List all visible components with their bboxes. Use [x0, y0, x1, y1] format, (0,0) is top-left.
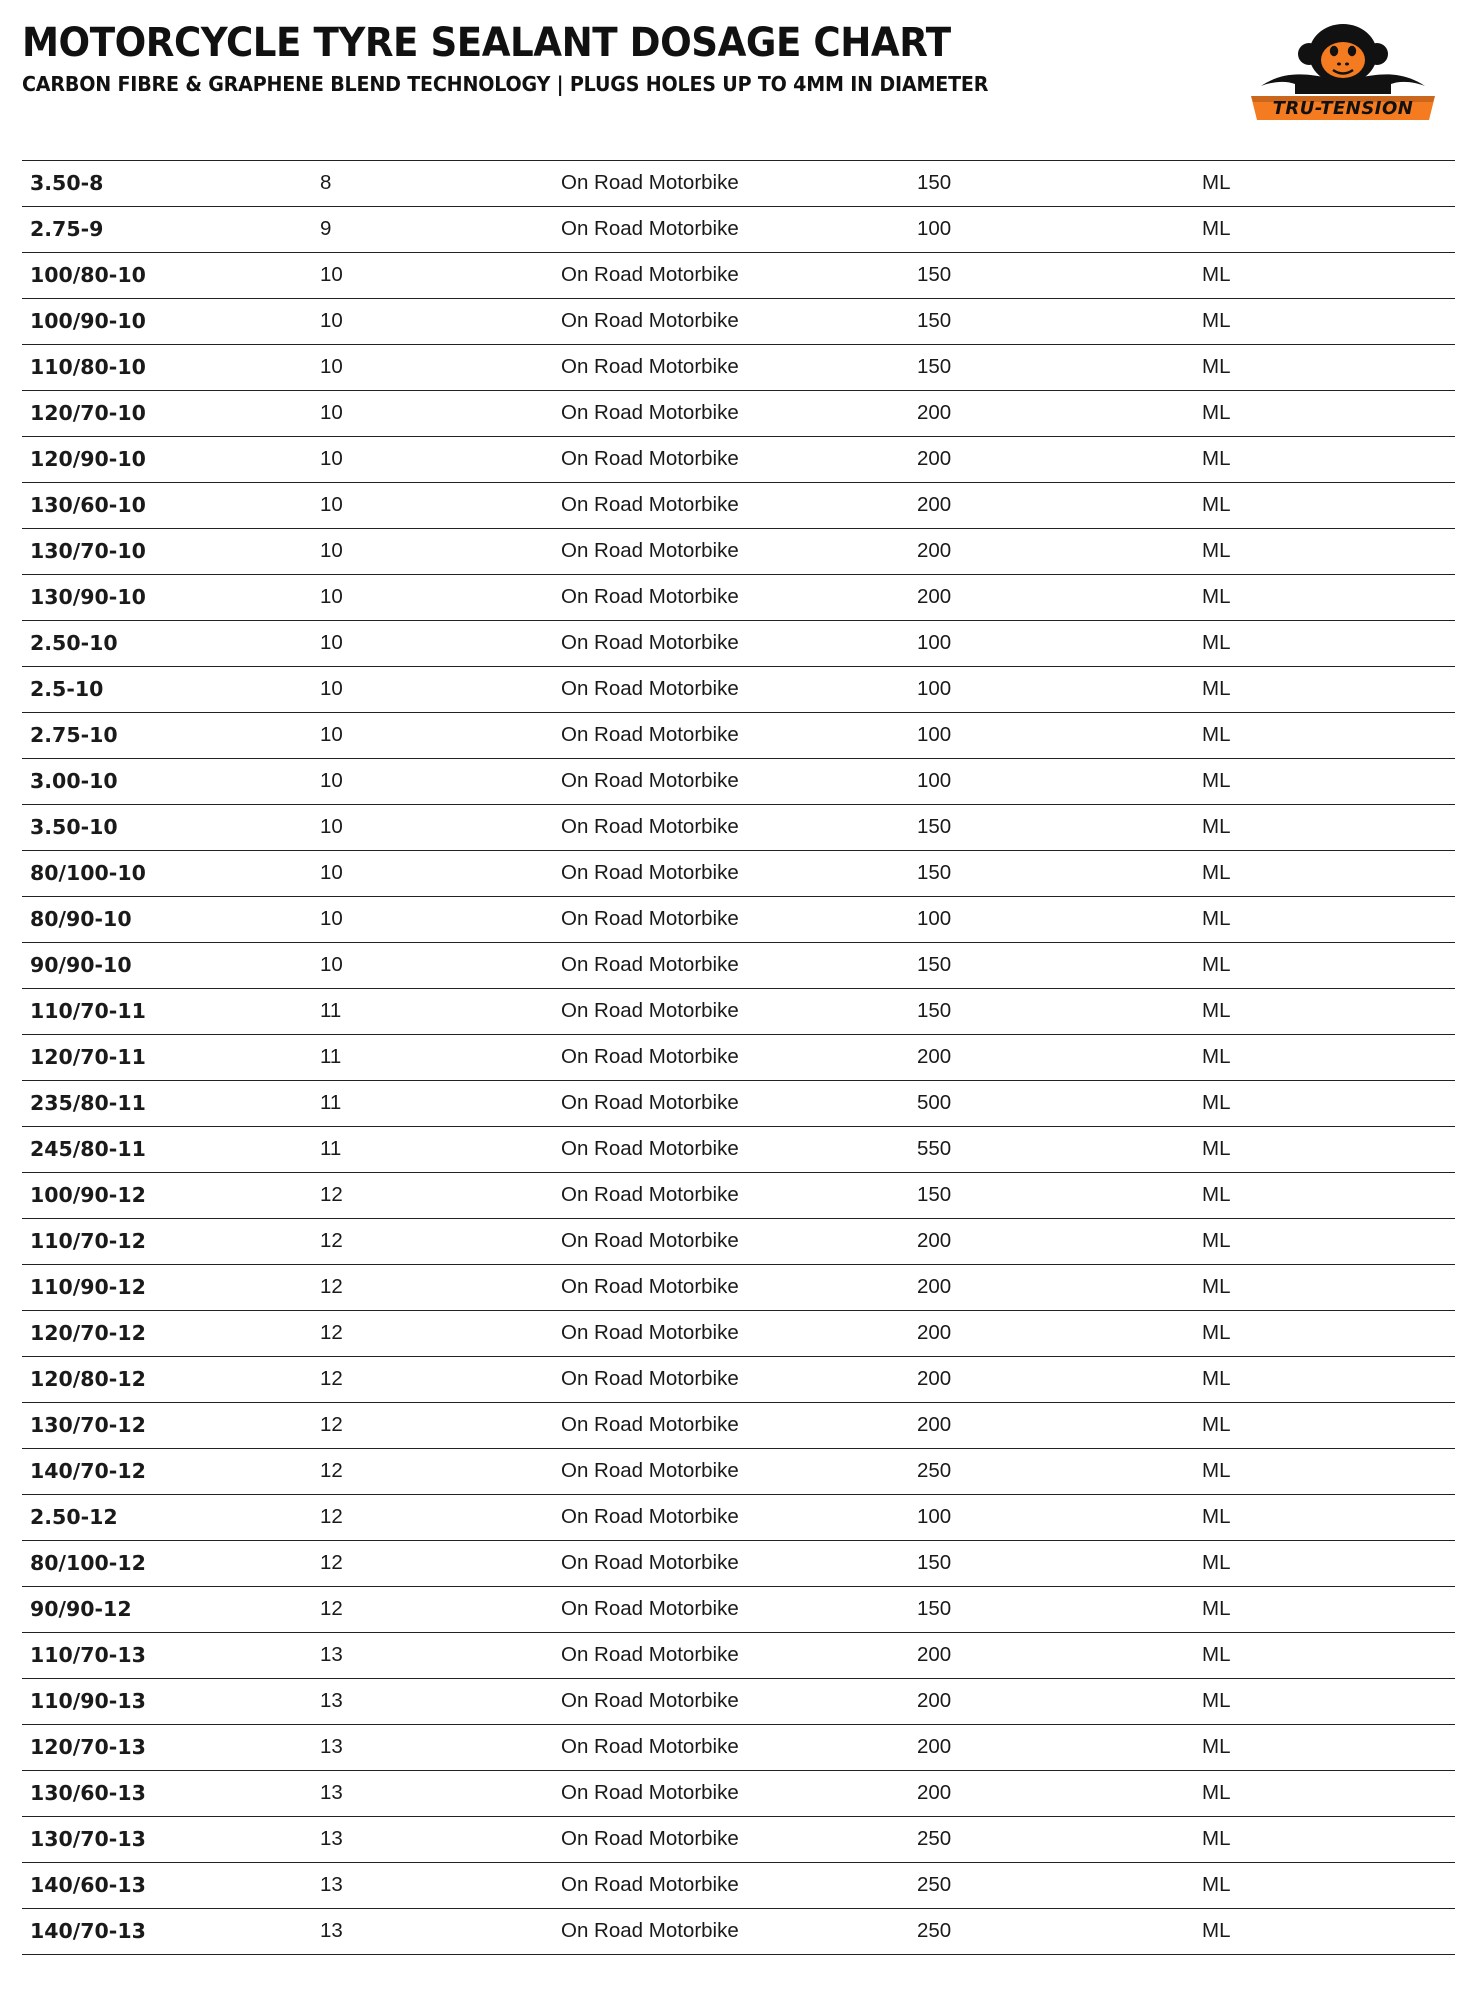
cell-unit: ML: [1194, 1725, 1455, 1771]
cell-dosage: 100: [909, 1495, 1194, 1541]
cell-rim-diameter: 10: [312, 391, 553, 437]
cell-dosage: 150: [909, 161, 1194, 207]
cell-rim-diameter: 11: [312, 1127, 553, 1173]
cell-vehicle-type: On Road Motorbike: [553, 943, 909, 989]
cell-unit: ML: [1194, 1633, 1455, 1679]
cell-unit: ML: [1194, 1817, 1455, 1863]
cell-unit: ML: [1194, 943, 1455, 989]
cell-unit: ML: [1194, 713, 1455, 759]
cell-rim-diameter: 12: [312, 1219, 553, 1265]
cell-unit: ML: [1194, 253, 1455, 299]
cell-rim-diameter: 10: [312, 713, 553, 759]
cell-tyre-size: 110/70-13: [22, 1633, 312, 1679]
cell-tyre-size: 3.50-10: [22, 805, 312, 851]
table-row: [22, 851, 1455, 897]
cell-rim-diameter: 10: [312, 437, 553, 483]
cell-vehicle-type: On Road Motorbike: [553, 391, 909, 437]
cell-tyre-size: 120/70-12: [22, 1311, 312, 1357]
cell-rim-diameter: 8: [312, 161, 553, 207]
cell-tyre-size: 110/90-13: [22, 1679, 312, 1725]
table-row: [22, 989, 1455, 1035]
cell-vehicle-type: On Road Motorbike: [553, 1173, 909, 1219]
cell-unit: ML: [1194, 1449, 1455, 1495]
cell-dosage: 200: [909, 437, 1194, 483]
cell-dosage: 250: [909, 1817, 1194, 1863]
cell-rim-diameter: 10: [312, 897, 553, 943]
table-row: [22, 1679, 1455, 1725]
table-row: [22, 253, 1455, 299]
cell-vehicle-type: On Road Motorbike: [553, 1449, 909, 1495]
cell-tyre-size: 2.5-10: [22, 667, 312, 713]
cell-vehicle-type: On Road Motorbike: [553, 759, 909, 805]
cell-vehicle-type: On Road Motorbike: [553, 253, 909, 299]
cell-unit: ML: [1194, 1403, 1455, 1449]
cell-tyre-size: 140/70-12: [22, 1449, 312, 1495]
cell-tyre-size: 130/70-13: [22, 1817, 312, 1863]
cell-vehicle-type: On Road Motorbike: [553, 1817, 909, 1863]
cell-vehicle-type: On Road Motorbike: [553, 1265, 909, 1311]
cell-unit: ML: [1194, 1587, 1455, 1633]
cell-dosage: 200: [909, 1265, 1194, 1311]
cell-dosage: 200: [909, 1311, 1194, 1357]
cell-dosage: 200: [909, 1357, 1194, 1403]
table-row: [22, 1311, 1455, 1357]
cell-tyre-size: 130/70-10: [22, 529, 312, 575]
cell-vehicle-type: On Road Motorbike: [553, 437, 909, 483]
cell-unit: ML: [1194, 621, 1455, 667]
table-row: [22, 805, 1455, 851]
table-row: [22, 575, 1455, 621]
cell-vehicle-type: On Road Motorbike: [553, 713, 909, 759]
cell-tyre-size: 80/100-10: [22, 851, 312, 897]
cell-unit: ML: [1194, 1219, 1455, 1265]
cell-dosage: 200: [909, 1403, 1194, 1449]
cell-dosage: 250: [909, 1863, 1194, 1909]
table-row: [22, 1771, 1455, 1817]
table-row: [22, 1173, 1455, 1219]
cell-vehicle-type: On Road Motorbike: [553, 851, 909, 897]
cell-unit: ML: [1194, 299, 1455, 345]
cell-rim-diameter: 11: [312, 989, 553, 1035]
cell-unit: ML: [1194, 1035, 1455, 1081]
cell-vehicle-type: On Road Motorbike: [553, 1771, 909, 1817]
cell-tyre-size: 120/70-10: [22, 391, 312, 437]
table-row: [22, 1081, 1455, 1127]
cell-tyre-size: 2.75-10: [22, 713, 312, 759]
cell-rim-diameter: 10: [312, 253, 553, 299]
cell-dosage: 100: [909, 207, 1194, 253]
cell-unit: ML: [1194, 483, 1455, 529]
cell-dosage: 100: [909, 759, 1194, 805]
cell-rim-diameter: 13: [312, 1771, 553, 1817]
cell-dosage: 200: [909, 529, 1194, 575]
cell-rim-diameter: 13: [312, 1633, 553, 1679]
cell-vehicle-type: On Road Motorbike: [553, 1679, 909, 1725]
table-row: [22, 1127, 1455, 1173]
cell-rim-diameter: 10: [312, 805, 553, 851]
cell-dosage: 100: [909, 713, 1194, 759]
page-subtitle: CARBON FIBRE & GRAPHENE BLEND TECHNOLOGY | PLUGS HOLES UP TO 4MM IN DIAMETER: [22, 72, 989, 96]
cell-rim-diameter: 11: [312, 1081, 553, 1127]
cell-tyre-size: 2.75-9: [22, 207, 312, 253]
cell-vehicle-type: On Road Motorbike: [553, 1541, 909, 1587]
cell-vehicle-type: On Road Motorbike: [553, 667, 909, 713]
cell-unit: ML: [1194, 437, 1455, 483]
cell-rim-diameter: 12: [312, 1357, 553, 1403]
table-row: [22, 759, 1455, 805]
cell-rim-diameter: 12: [312, 1449, 553, 1495]
cell-vehicle-type: On Road Motorbike: [553, 161, 909, 207]
cell-rim-diameter: 13: [312, 1817, 553, 1863]
cell-tyre-size: 120/70-13: [22, 1725, 312, 1771]
header-text-block: [22, 18, 1061, 96]
table-row: [22, 437, 1455, 483]
cell-tyre-size: 90/90-10: [22, 943, 312, 989]
cell-tyre-size: 235/80-11: [22, 1081, 312, 1127]
cell-rim-diameter: 10: [312, 943, 553, 989]
cell-dosage: 150: [909, 253, 1194, 299]
cell-dosage: 150: [909, 805, 1194, 851]
cell-unit: ML: [1194, 1863, 1455, 1909]
cell-dosage: 100: [909, 897, 1194, 943]
cell-rim-diameter: 12: [312, 1495, 553, 1541]
cell-unit: ML: [1194, 161, 1455, 207]
page-header: [22, 18, 1455, 148]
cell-dosage: 250: [909, 1909, 1194, 1955]
cell-tyre-size: 3.00-10: [22, 759, 312, 805]
cell-tyre-size: 140/70-13: [22, 1909, 312, 1955]
cell-tyre-size: 245/80-11: [22, 1127, 312, 1173]
cell-unit: ML: [1194, 989, 1455, 1035]
cell-dosage: 550: [909, 1127, 1194, 1173]
table-row: [22, 1909, 1455, 1955]
cell-rim-diameter: 13: [312, 1863, 553, 1909]
cell-unit: ML: [1194, 1909, 1455, 1955]
cell-rim-diameter: 12: [312, 1587, 553, 1633]
cell-tyre-size: 3.50-8: [22, 161, 312, 207]
cell-dosage: 200: [909, 1633, 1194, 1679]
dosage-table: [22, 160, 1455, 1955]
cell-vehicle-type: On Road Motorbike: [553, 1081, 909, 1127]
cell-rim-diameter: 10: [312, 575, 553, 621]
cell-tyre-size: 100/90-10: [22, 299, 312, 345]
cell-rim-diameter: 13: [312, 1725, 553, 1771]
dosage-table-body: [22, 161, 1455, 1955]
cell-tyre-size: 100/90-12: [22, 1173, 312, 1219]
cell-unit: ML: [1194, 1495, 1455, 1541]
cell-rim-diameter: 12: [312, 1403, 553, 1449]
cell-dosage: 200: [909, 1219, 1194, 1265]
cell-rim-diameter: 10: [312, 851, 553, 897]
cell-vehicle-type: On Road Motorbike: [553, 1863, 909, 1909]
table-row: [22, 161, 1455, 207]
table-row: [22, 1495, 1455, 1541]
cell-dosage: 250: [909, 1449, 1194, 1495]
cell-tyre-size: 120/80-12: [22, 1357, 312, 1403]
cell-rim-diameter: 13: [312, 1679, 553, 1725]
cell-rim-diameter: 10: [312, 345, 553, 391]
cell-tyre-size: 120/70-11: [22, 1035, 312, 1081]
cell-unit: ML: [1194, 1127, 1455, 1173]
cell-unit: ML: [1194, 1265, 1455, 1311]
cell-dosage: 200: [909, 391, 1194, 437]
cell-dosage: 500: [909, 1081, 1194, 1127]
cell-dosage: 200: [909, 575, 1194, 621]
cell-rim-diameter: 13: [312, 1909, 553, 1955]
table-row: [22, 1587, 1455, 1633]
table-row: [22, 1265, 1455, 1311]
cell-rim-diameter: 12: [312, 1265, 553, 1311]
table-row: [22, 1817, 1455, 1863]
cell-vehicle-type: On Road Motorbike: [553, 345, 909, 391]
table-row: [22, 1357, 1455, 1403]
cell-vehicle-type: On Road Motorbike: [553, 1127, 909, 1173]
cell-unit: ML: [1194, 851, 1455, 897]
cell-vehicle-type: On Road Motorbike: [553, 1311, 909, 1357]
table-row: [22, 1633, 1455, 1679]
cell-tyre-size: 130/60-13: [22, 1771, 312, 1817]
cell-dosage: 150: [909, 345, 1194, 391]
table-row: [22, 713, 1455, 759]
table-row: [22, 345, 1455, 391]
cell-vehicle-type: On Road Motorbike: [553, 1633, 909, 1679]
cell-vehicle-type: On Road Motorbike: [553, 805, 909, 851]
cell-unit: ML: [1194, 345, 1455, 391]
cell-vehicle-type: On Road Motorbike: [553, 483, 909, 529]
page-title: MOTORCYCLE TYRE SEALANT DOSAGE CHART: [22, 20, 951, 66]
cell-rim-diameter: 10: [312, 759, 553, 805]
cell-dosage: 200: [909, 1771, 1194, 1817]
table-row: [22, 1449, 1455, 1495]
table-row: [22, 1219, 1455, 1265]
cell-dosage: 150: [909, 989, 1194, 1035]
cell-vehicle-type: On Road Motorbike: [553, 1035, 909, 1081]
cell-tyre-size: 140/60-13: [22, 1863, 312, 1909]
cell-dosage: 150: [909, 1541, 1194, 1587]
cell-rim-diameter: 12: [312, 1173, 553, 1219]
cell-unit: ML: [1194, 207, 1455, 253]
table-row: [22, 1035, 1455, 1081]
table-row: [22, 483, 1455, 529]
cell-vehicle-type: On Road Motorbike: [553, 897, 909, 943]
cell-dosage: 150: [909, 1587, 1194, 1633]
cell-rim-diameter: 9: [312, 207, 553, 253]
cell-tyre-size: 110/90-12: [22, 1265, 312, 1311]
tru-tension-logo: [1245, 20, 1441, 132]
cell-vehicle-type: On Road Motorbike: [553, 299, 909, 345]
monkey-logo-icon: [1245, 20, 1441, 132]
cell-unit: ML: [1194, 1771, 1455, 1817]
cell-tyre-size: 90/90-12: [22, 1587, 312, 1633]
cell-rim-diameter: 10: [312, 483, 553, 529]
cell-dosage: 150: [909, 943, 1194, 989]
cell-unit: ML: [1194, 1541, 1455, 1587]
table-row: [22, 207, 1455, 253]
cell-vehicle-type: On Road Motorbike: [553, 1357, 909, 1403]
cell-vehicle-type: On Road Motorbike: [553, 1403, 909, 1449]
cell-rim-diameter: 10: [312, 299, 553, 345]
cell-vehicle-type: On Road Motorbike: [553, 575, 909, 621]
cell-unit: ML: [1194, 1173, 1455, 1219]
cell-unit: ML: [1194, 1357, 1455, 1403]
cell-unit: ML: [1194, 391, 1455, 437]
cell-rim-diameter: 10: [312, 529, 553, 575]
cell-vehicle-type: On Road Motorbike: [553, 1587, 909, 1633]
cell-rim-diameter: 12: [312, 1311, 553, 1357]
cell-vehicle-type: On Road Motorbike: [553, 1495, 909, 1541]
table-row: [22, 897, 1455, 943]
cell-vehicle-type: On Road Motorbike: [553, 1909, 909, 1955]
cell-dosage: 150: [909, 1173, 1194, 1219]
cell-tyre-size: 130/90-10: [22, 575, 312, 621]
cell-tyre-size: 2.50-12: [22, 1495, 312, 1541]
table-row: [22, 1403, 1455, 1449]
cell-unit: ML: [1194, 1081, 1455, 1127]
cell-dosage: 200: [909, 1725, 1194, 1771]
cell-dosage: 200: [909, 483, 1194, 529]
table-row: [22, 529, 1455, 575]
cell-vehicle-type: On Road Motorbike: [553, 207, 909, 253]
cell-rim-diameter: 10: [312, 667, 553, 713]
cell-tyre-size: 2.50-10: [22, 621, 312, 667]
cell-unit: ML: [1194, 667, 1455, 713]
cell-dosage: 100: [909, 667, 1194, 713]
cell-tyre-size: 120/90-10: [22, 437, 312, 483]
cell-unit: ML: [1194, 805, 1455, 851]
cell-tyre-size: 80/90-10: [22, 897, 312, 943]
cell-tyre-size: 130/60-10: [22, 483, 312, 529]
cell-tyre-size: 110/70-12: [22, 1219, 312, 1265]
table-row: [22, 1863, 1455, 1909]
cell-tyre-size: 80/100-12: [22, 1541, 312, 1587]
cell-vehicle-type: On Road Motorbike: [553, 621, 909, 667]
cell-vehicle-type: On Road Motorbike: [553, 1219, 909, 1265]
table-row: [22, 667, 1455, 713]
table-row: [22, 1725, 1455, 1771]
cell-rim-diameter: 10: [312, 621, 553, 667]
cell-unit: ML: [1194, 529, 1455, 575]
cell-vehicle-type: On Road Motorbike: [553, 1725, 909, 1771]
table-row: [22, 299, 1455, 345]
cell-vehicle-type: On Road Motorbike: [553, 529, 909, 575]
cell-dosage: 200: [909, 1035, 1194, 1081]
cell-unit: ML: [1194, 759, 1455, 805]
cell-tyre-size: 100/80-10: [22, 253, 312, 299]
cell-rim-diameter: 11: [312, 1035, 553, 1081]
cell-tyre-size: 110/80-10: [22, 345, 312, 391]
cell-dosage: 150: [909, 851, 1194, 897]
svg-text:TRU-TENSION: TRU-TENSION: [1272, 98, 1414, 119]
cell-rim-diameter: 12: [312, 1541, 553, 1587]
cell-dosage: 100: [909, 621, 1194, 667]
cell-unit: ML: [1194, 1679, 1455, 1725]
cell-dosage: 200: [909, 1679, 1194, 1725]
cell-unit: ML: [1194, 575, 1455, 621]
cell-dosage: 150: [909, 299, 1194, 345]
table-row: [22, 621, 1455, 667]
cell-tyre-size: 110/70-11: [22, 989, 312, 1035]
cell-unit: ML: [1194, 1311, 1455, 1357]
cell-tyre-size: 130/70-12: [22, 1403, 312, 1449]
table-row: [22, 943, 1455, 989]
cell-vehicle-type: On Road Motorbike: [553, 989, 909, 1035]
cell-unit: ML: [1194, 897, 1455, 943]
table-row: [22, 391, 1455, 437]
table-row: [22, 1541, 1455, 1587]
